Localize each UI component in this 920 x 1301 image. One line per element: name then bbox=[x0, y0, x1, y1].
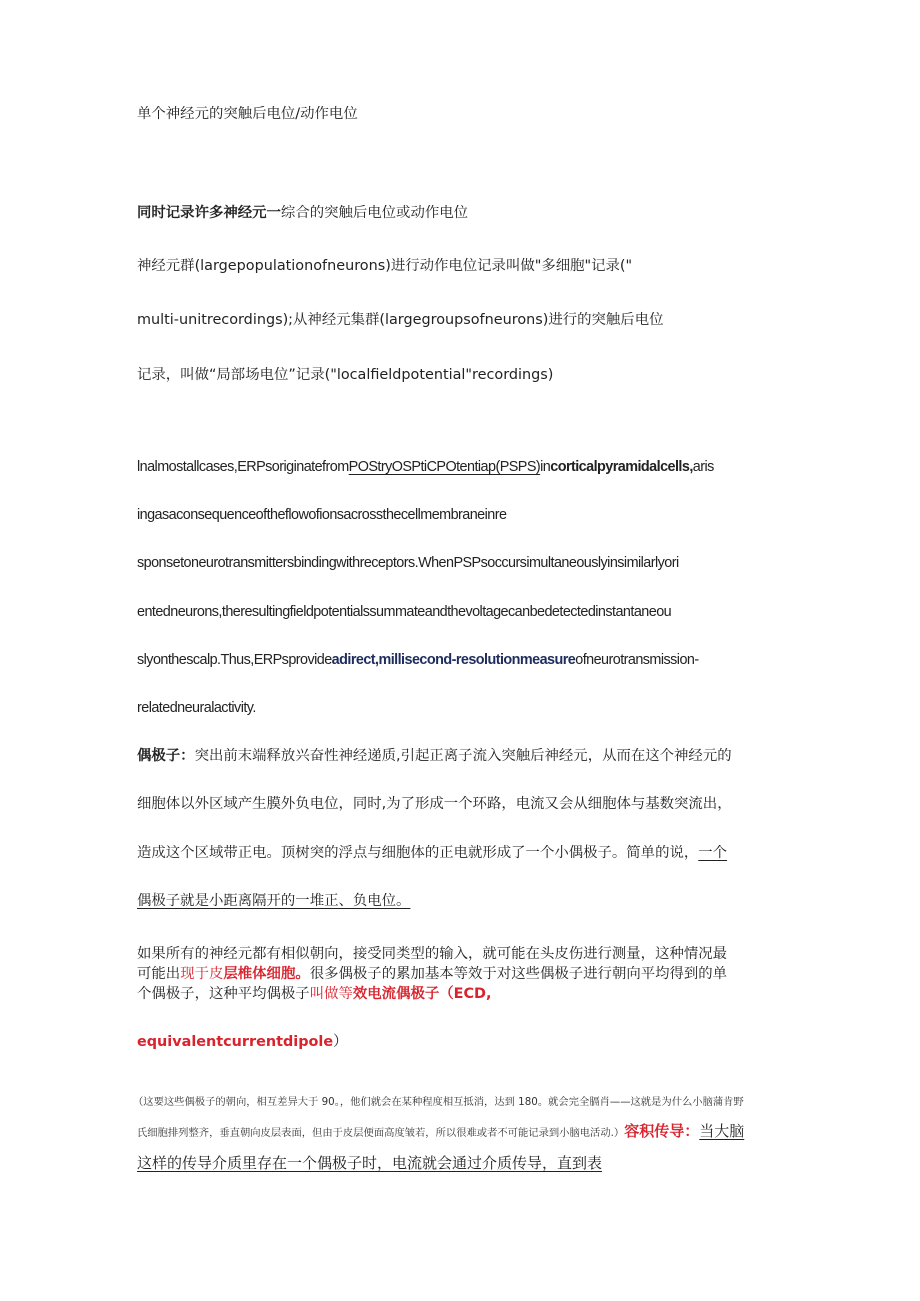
text-run: ofneurotransmission- bbox=[575, 652, 699, 668]
text-run: 造成这个区域带正电。顶树突的浮点与细胞体的正电就形成了一个小偶极子。简单的说， bbox=[137, 845, 699, 861]
red-run: 现于皮 bbox=[180, 966, 224, 982]
dipole-paragraph-line bbox=[137, 843, 727, 863]
english-paragraph-line bbox=[137, 650, 699, 670]
paragraph-multi-neuron-title bbox=[137, 203, 468, 223]
note-line bbox=[137, 1153, 602, 1173]
text-run: 可能出 bbox=[137, 966, 181, 982]
term-label: 容积传导： bbox=[624, 1122, 700, 1140]
underlined-run: 当大脑 bbox=[699, 1122, 745, 1140]
text-run: 突出前末端释放兴奋性神经递质,引起正离子流入突触后神经元，从而在这个神经元的 bbox=[194, 748, 732, 764]
text-run: 综合的突触后电位或动作电位 bbox=[280, 205, 469, 221]
bold-phrase: 同时记录许多神经元一 bbox=[137, 205, 281, 221]
dipole-paragraph-line bbox=[137, 891, 410, 911]
dipole-paragraph-line bbox=[137, 746, 732, 766]
english-paragraph-line: ingasaconsequenceoftheflowofionsacrossthecellmembraneinre bbox=[137, 507, 507, 523]
red-bold-run: 层椎体细胞。 bbox=[223, 966, 310, 982]
text-run: 个偶极子，这种平均偶极子 bbox=[137, 986, 310, 1002]
term-label: 偶极子： bbox=[137, 748, 195, 764]
text-run: slyonthescalp.Thus,ERPsprovide bbox=[137, 652, 332, 668]
underlined-run: 这样的传导介质里存在一个偶极子时，电流就会通过介质传导，直到表 bbox=[137, 1154, 603, 1172]
ecd-paragraph-line bbox=[137, 1032, 348, 1052]
text-run: lnalmostallcases,ERPsoriginatefrom bbox=[137, 459, 349, 475]
red-bold-run: equivalentcurrentdipole bbox=[137, 1034, 334, 1050]
text-run: ） bbox=[333, 1034, 348, 1050]
note-line: （这要这些偶极子的朝向，相互差异大于 90。，他们就会在某种程度相互抵消，达到 180。就会完全膈肖——这就是为什么小脑蒲肯野 bbox=[133, 1096, 744, 1108]
ecd-paragraph-line: 如果所有的神经元都有相似朝向，接受同类型的输入，就可能在头皮伤进行测量，这种情况最 bbox=[137, 946, 728, 962]
small-text-run: 氏细胞排列整齐，垂直朝向皮层表面，但由于皮层便面高度皱若，所以很难或者不可能记录到小脑电活动.） bbox=[137, 1127, 625, 1139]
underlined-run: 偶极子就是小距离隔开的一堆正、负电位。 bbox=[137, 893, 411, 909]
english-paragraph-line: relatedneuralactivity. bbox=[137, 700, 256, 716]
note-line bbox=[137, 1121, 744, 1143]
ecd-paragraph-line bbox=[137, 964, 727, 984]
text-run: in bbox=[540, 459, 551, 475]
underlined-run: 一个 bbox=[698, 845, 728, 861]
paragraph-line: multi-unitrecordings);从神经元集群(largegroupsofneurons)进行的突触后电位 bbox=[137, 312, 664, 328]
red-run: 叫做等 bbox=[309, 986, 353, 1002]
english-paragraph-line: sponsetoneurotransmittersbindingwithreceptors.WhenPSPsoccursimultaneouslyinsimilarlyori bbox=[137, 555, 679, 571]
bold-term: corticalpyramidalcells, bbox=[550, 459, 693, 475]
bold-navy-phrase: adirect,millisecond-resolutionmeasure bbox=[331, 652, 576, 668]
paragraph-line: 记录，叫做“局部场电位”记录("localfieldpotential"recordings) bbox=[137, 367, 554, 383]
paragraph-line: 神经元群(largepopulationofneurons)进行动作电位记录叫做"多细胞"记录(" bbox=[137, 258, 633, 274]
ecd-paragraph-line bbox=[137, 984, 491, 1004]
text-run: aris bbox=[692, 459, 714, 475]
english-paragraph-line: entedneurons,theresultingfieldpotentialssummateandthevoltagecanbedetectedinstantaneou bbox=[137, 604, 672, 620]
underlined-term: POStryOSPtiCPOtentiap(PSPS) bbox=[348, 459, 541, 475]
english-paragraph-line bbox=[137, 457, 714, 477]
dipole-paragraph-line: 细胞体以外区域产生膜外负电位，同时,为了形成一个环路，电流又会从细胞体与基数突流出， bbox=[137, 796, 732, 812]
heading-single-neuron: 单个神经元的突触后电位/动作电位 bbox=[137, 106, 358, 122]
red-bold-run: 效电流偶极子（ECD, bbox=[352, 986, 492, 1002]
text-run: 很多偶极子的累加基本等效于对这些偶极子进行朝向平均得到的单 bbox=[309, 966, 728, 982]
